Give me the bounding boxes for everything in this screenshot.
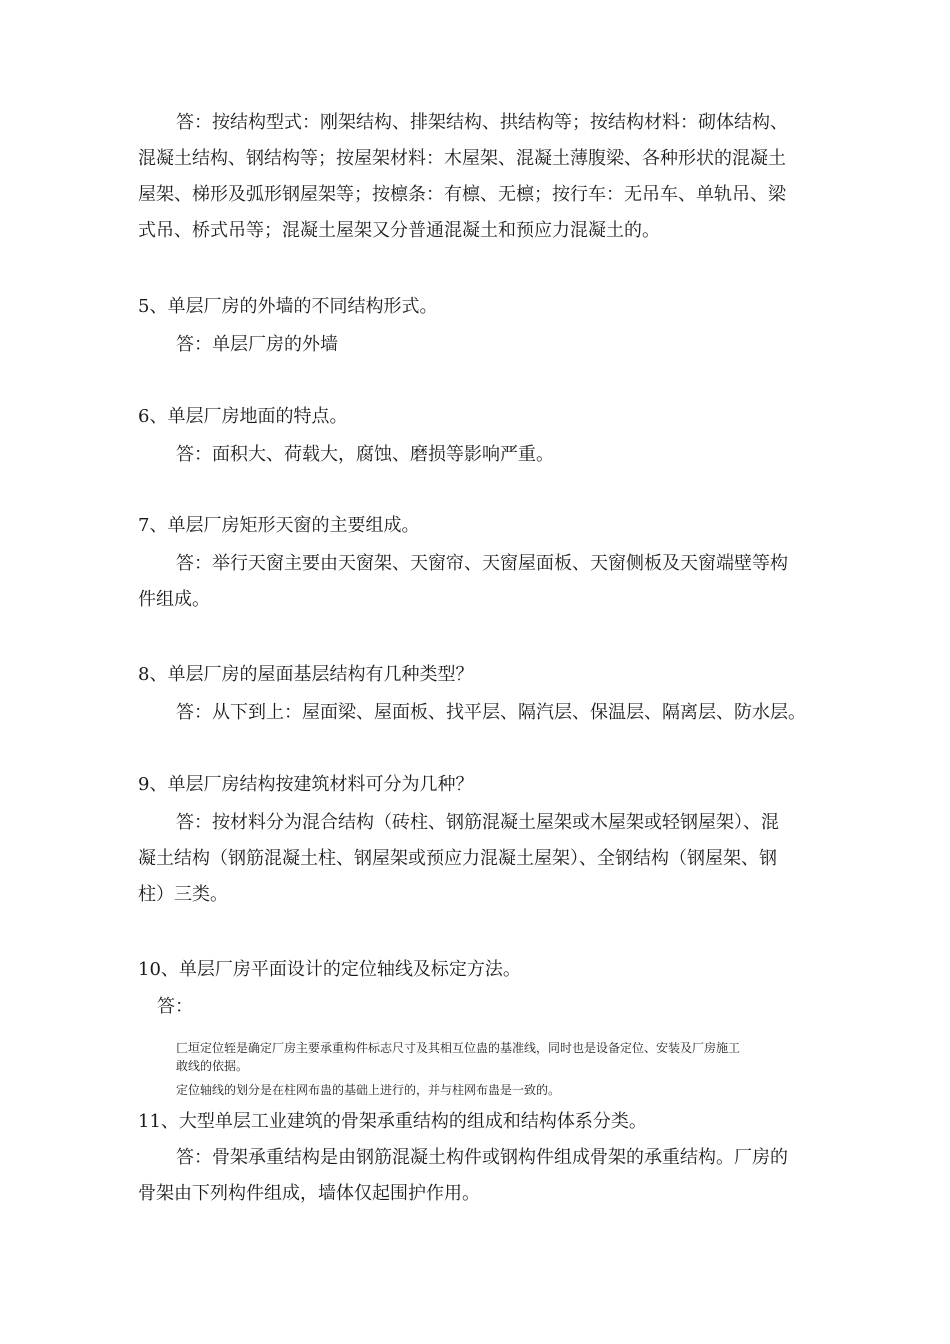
answer-line: 式吊、桥式吊等；混凝土屋架又分普通混凝土和预应力混凝土的。 [138, 220, 660, 241]
question-text: 11、大型单层工业建筑的骨架承重结构的组成和结构体系分类。 [138, 1111, 647, 1132]
answer-line: 答：按材料分为混合结构（砖柱、钢筋混凝土屋架或木屋架或轻钢屋架）、混 [176, 812, 779, 833]
question-text: 7、单层厂房矩形天窗的主要组成。 [138, 515, 420, 536]
answer-line: 骨架由下列构件组成，墙体仅起围护作用。 [138, 1183, 480, 1204]
answer-line: 混凝土结构、钢结构等；按屋架材料：木屋架、混凝土薄腹梁、各种形状的混凝土 [138, 148, 786, 169]
answer-text: 答：单层厂房的外墙 [176, 334, 338, 355]
answer-line: 答：骨架承重结构是由钢筋混凝土构件或钢构件组成骨架的承重结构。厂房的 [176, 1147, 788, 1168]
question-text: 6、单层厂房地面的特点。 [138, 406, 348, 427]
answer-line: 件组成。 [138, 589, 210, 610]
answer-line: 凝土结构（钢筋混凝土柱、钢屋架或预应力混凝土屋架）、全钢结构（钢屋架、钢 [138, 848, 777, 869]
note-line: 匚垣定位轾是确定厂房主要承重构件标志尺寸及其相互位蛊的基准线，同时也是设备定位、安装及厂房施工 [176, 1041, 741, 1055]
note-line: 定位轴线的划分是在柱网布蛊的基础上进行的，并与柱网布蛊是一致的。 [176, 1083, 561, 1097]
answer-line: 屋架、梯形及弧形钢屋架等；按檩条：有檩、无檩；按行车：无吊车、单轨吊、梁 [138, 184, 786, 205]
note-line: 敢线的依据。 [176, 1059, 249, 1073]
question-text: 5、单层厂房的外墙的不同结构形式。 [138, 296, 438, 317]
question-text: 10、单层厂房平面设计的定位轴线及标定方法。 [138, 959, 521, 980]
answer-text: 答： [157, 996, 193, 1017]
answer-line: 答：举行天窗主要由天窗架、天窗帘、天窗屋面板、天窗侧板及天窗端壁等构 [176, 553, 788, 574]
question-text: 8、单层厂房的屋面基层结构有几种类型？ [138, 664, 474, 685]
answer-text: 答：面积大、荷载大，腐蚀、磨损等影响严重。 [176, 444, 554, 465]
question-text: 9、单层厂房结构按建筑材料可分为几种？ [138, 774, 474, 795]
answer-line: 柱）三类。 [138, 884, 228, 905]
answer-line: 答：按结构型式：刚架结构、排架结构、拱结构等；按结构材料：砌体结构、 [176, 112, 788, 133]
answer-text: 答：从下到上：屋面梁、屋面板、找平层、隔汽层、保温层、隔离层、防水层。 [176, 702, 806, 723]
